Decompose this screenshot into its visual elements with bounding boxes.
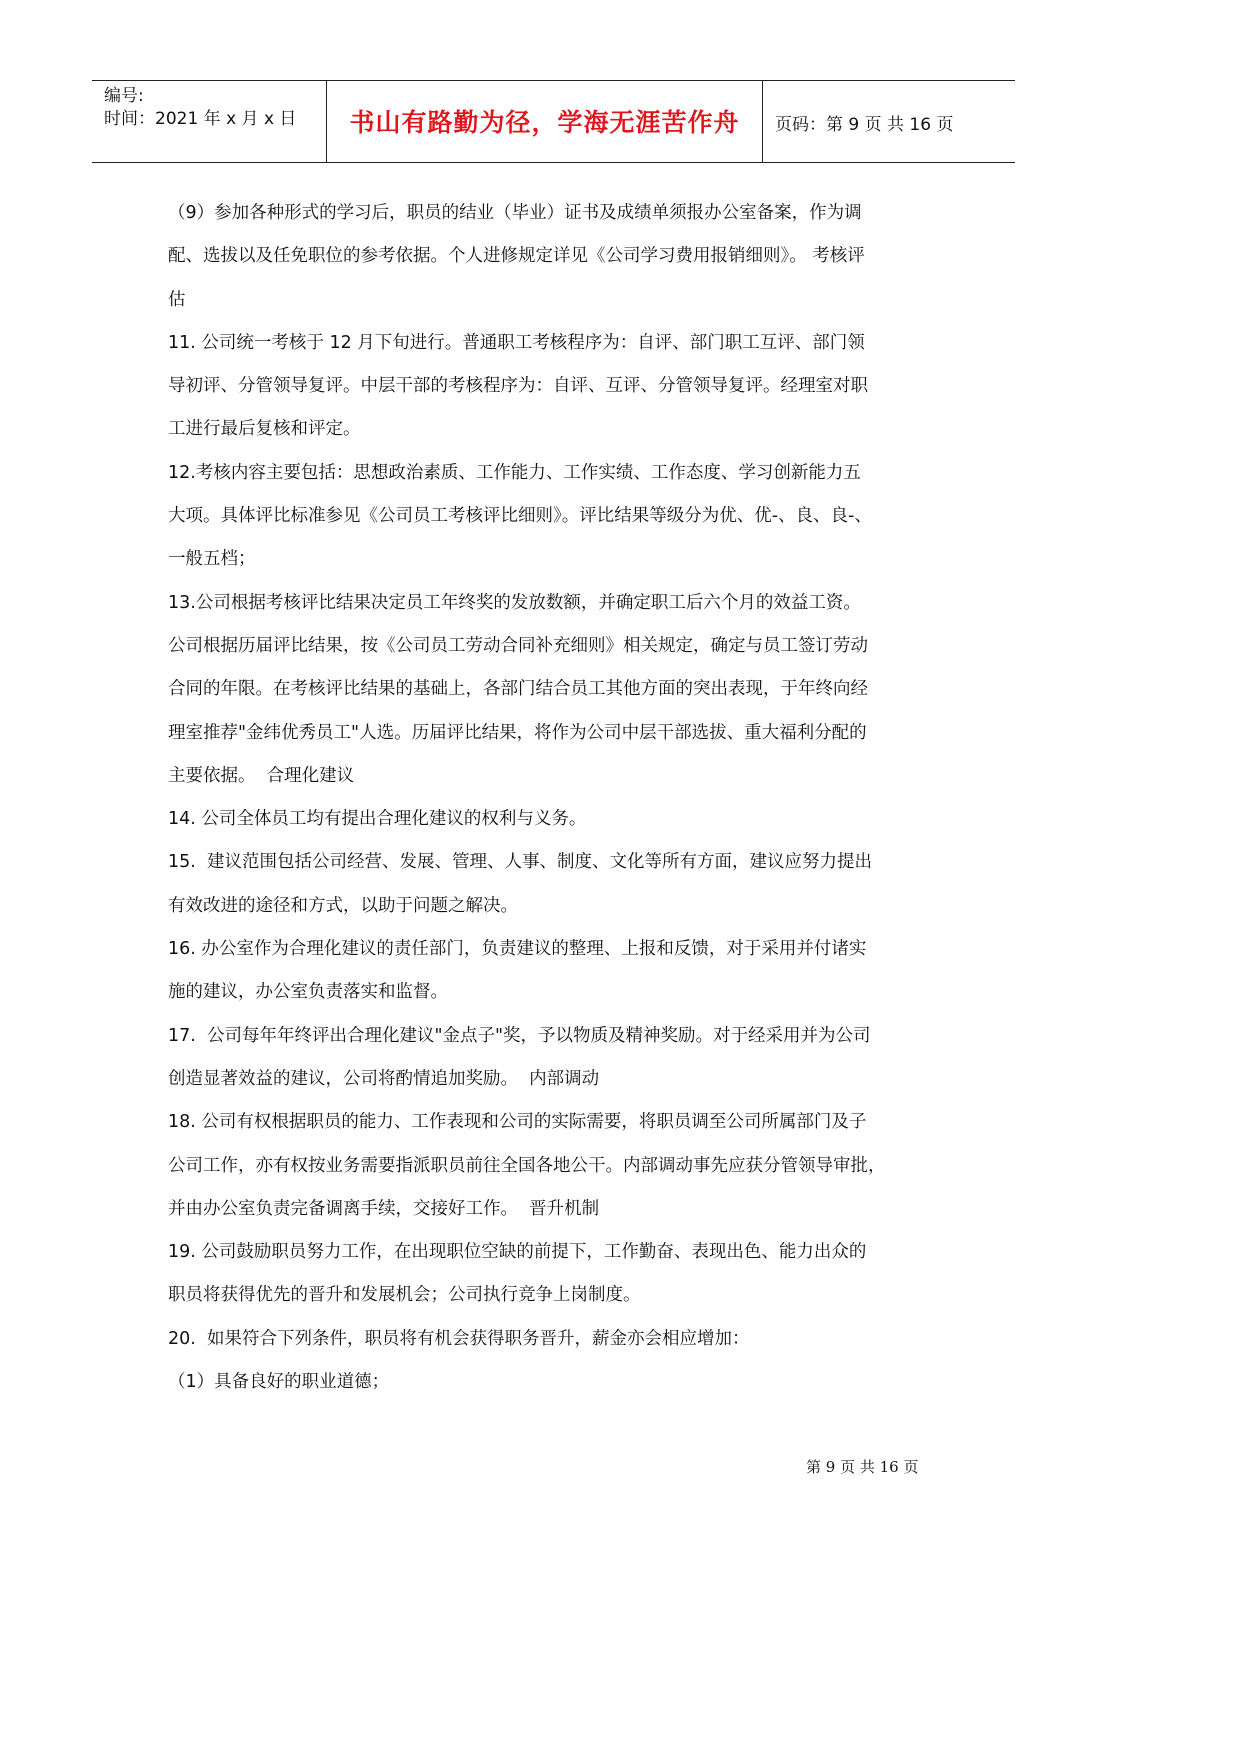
serial-number-label: 编号:	[104, 86, 144, 106]
body-line: 大项。具体评比标准参见《公司员工考核评比细则》。评比结果等级分为优、优-、良、良-、	[168, 506, 872, 527]
body-line: 14. 公司全体员工均有提出合理化建议的权利与义务。	[168, 809, 587, 830]
body-line: 配、选拔以及任免职位的参考依据。个人进修规定详见《公司学习费用报销细则》。 考核评	[168, 246, 865, 267]
body-line: 20. 如果符合下列条件，职员将有机会获得职务晋升，薪金亦会相应增加：	[168, 1328, 750, 1349]
body-line: 17. 公司每年年终评出合理化建议"金点子"奖，予以物质及精神奖励。对于经采用并为公司	[168, 1025, 871, 1046]
body-line: 理室推荐"金纬优秀员工"人选。历届评比结果，将作为公司中层干部选拔、重大福利分配的	[168, 722, 867, 743]
body-line: 施的建议，办公室负责落实和监督。	[168, 982, 448, 1003]
body-line: 15. 建议范围包括公司经营、发展、管理、人事、制度、文化等所有方面，建议应努力提出	[168, 852, 872, 873]
body-line: 创造显著效益的建议，公司将酌情追加奖励。 内部调动	[168, 1068, 600, 1089]
body-line: 一般五档；	[168, 549, 256, 570]
header-info-cell	[92, 81, 327, 162]
body-line: 18. 公司有权根据职员的能力、工作表现和公司的实际需要，将职员调至公司所属部门及子	[168, 1112, 867, 1133]
body-line: 并由办公室负责完备调离手续，交接好工作。 晋升机制	[168, 1198, 600, 1219]
page-header	[92, 80, 1015, 163]
body-line: 11. 公司统一考核于 12 月下旬进行。普通职工考核程序为：自评、部门职工互评、部门领	[168, 332, 865, 353]
body-line: （1）具备良好的职业道德；	[168, 1372, 390, 1393]
body-line: 合同的年限。在考核评比结果的基础上，各部门结合员工其他方面的突出表现，于年终向经	[168, 679, 868, 700]
body-line: 19. 公司鼓励职员努力工作，在出现职位空缺的前提下，工作勤奋、表现出色、能力出众的	[168, 1242, 867, 1263]
body-line: 有效改进的途径和方式，以助于问题之解决。	[168, 895, 518, 916]
body-line: 13.公司根据考核评比结果决定员工年终奖的发放数额，并确定职工后六个月的效益工资。	[168, 592, 861, 613]
body-line: 12.考核内容主要包括：思想政治素质、工作能力、工作实绩、工作态度、学习创新能力五	[168, 462, 861, 483]
body-line: 16. 办公室作为合理化建议的责任部门，负责建议的整理、上报和反馈，对于采用并付诸实	[168, 939, 867, 960]
body-line: （9）参加各种形式的学习后，职员的结业（毕业）证书及成绩单须报办公室备案，作为调	[168, 203, 862, 223]
date-label: 时间：2021 年 x 月 x 日	[104, 109, 297, 129]
body-line: 职员将获得优先的晋升和发展机会；公司执行竞争上岗制度。	[168, 1285, 641, 1306]
header-page-number: 页码：第 9 页 共 16 页	[775, 115, 954, 135]
document-body	[168, 192, 948, 1404]
body-line: 工进行最后复核和评定。	[168, 419, 361, 440]
body-line: 导初评、分管领导复评。中层干部的考核程序为：自评、互评、分管领导复评。经理室对职	[168, 376, 868, 397]
page-footer-number: 第 9 页 共 16 页	[806, 1458, 919, 1476]
body-line: 主要依据。 合理化建议	[168, 765, 355, 786]
body-line: 公司根据历届评比结果，按《公司员工劳动合同补充细则》相关规定，确定与员工签订劳动	[168, 635, 868, 656]
header-page-cell	[763, 81, 1015, 162]
header-motto-cell	[327, 81, 763, 162]
motto-text: 书山有路勤为径，学海无涯苦作舟	[349, 108, 740, 137]
body-line: 估	[168, 289, 186, 310]
body-line: 公司工作，亦有权按业务需要指派职员前往全国各地公干。内部调动事先应获分管领导审批，	[168, 1155, 886, 1176]
